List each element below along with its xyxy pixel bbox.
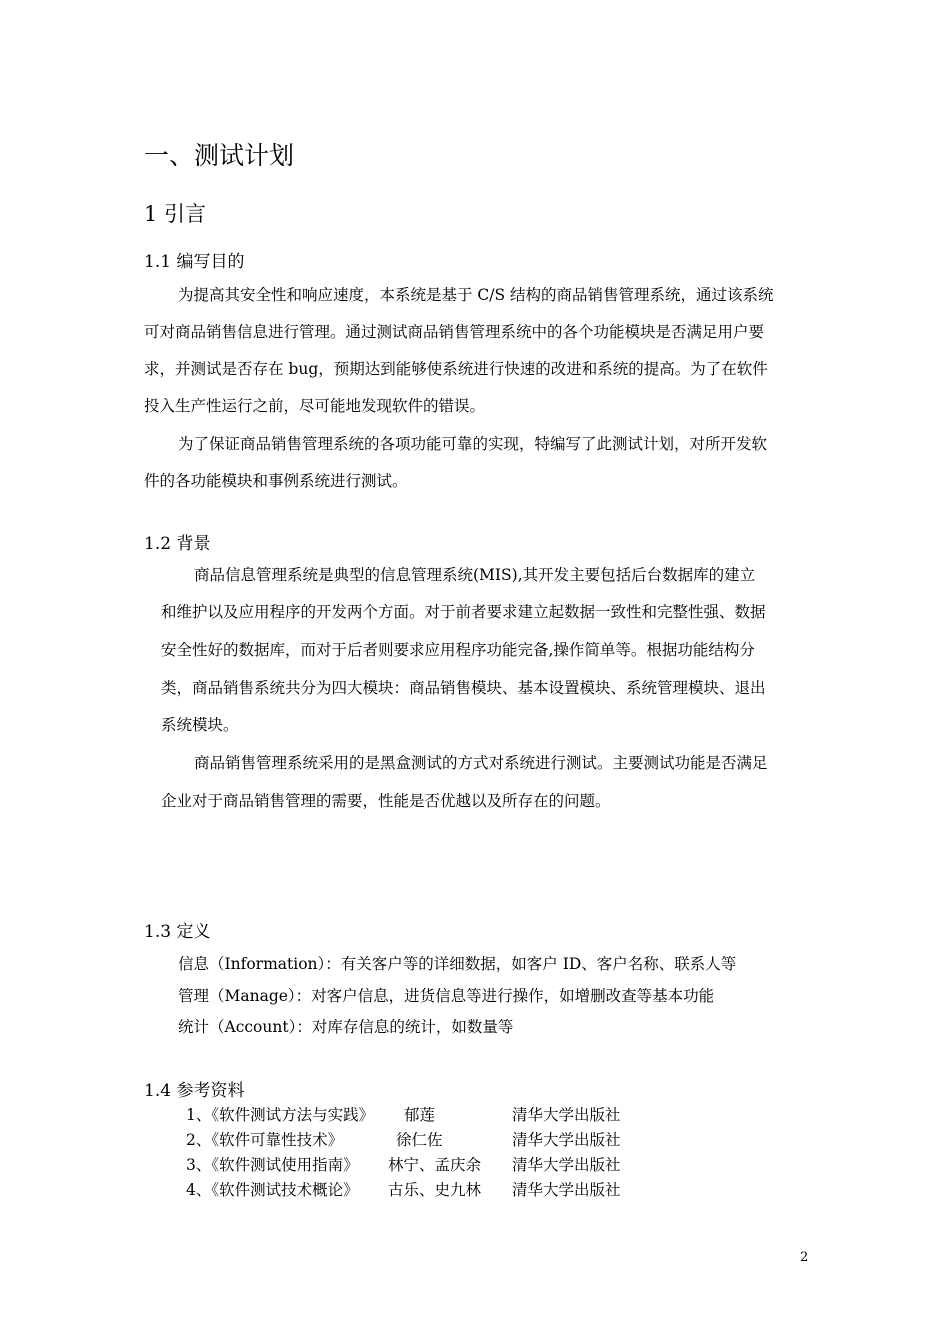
paragraph-line: 为了保证商品销售管理系统的各项功能可靠的实现，特编写了此测试计划，对所开发软 <box>178 435 768 453</box>
reference-title: 3、《软件测试使用指南》 <box>186 1156 359 1174</box>
paragraph-line: 企业对于商品销售管理的需要，性能是否优越以及所存在的问题。 <box>161 792 611 810</box>
reference-item <box>0 1128 950 1152</box>
reference-item <box>0 1103 950 1127</box>
paragraph-line: 商品销售管理系统采用的是黑盒测试的方式对系统进行测试。主要测试功能是否满足 <box>194 754 768 772</box>
reference-author: 徐仁佐 <box>396 1131 443 1149</box>
paragraph-line: 安全性好的数据库，而对于后者则要求应用程序功能完备,操作简单等。根据功能结构分 <box>161 641 755 659</box>
definition-item: 信息（Information）：有关客户等的详细数据，如客户 ID、客户名称、联系人等 <box>178 955 737 973</box>
reference-publisher: 清华大学出版社 <box>512 1106 621 1124</box>
paragraph-line: 商品信息管理系统是典型的信息管理系统(MIS),其开发主要包括后台数据库的建立 <box>194 566 756 584</box>
reference-author: 古乐、史九林 <box>388 1181 482 1199</box>
paragraph-line: 类，商品销售系统共分为四大模块：商品销售模块、基本设置模块、系统管理模块、退出 <box>161 679 766 697</box>
reference-author: 林宁、孟庆余 <box>388 1156 482 1174</box>
paragraph-line: 件的各功能模块和事例系统进行测试。 <box>144 472 408 490</box>
paragraph-line: 可对商品销售信息进行管理。通过测试商品销售管理系统中的各个功能模块是否满足用户要 <box>144 323 765 341</box>
paragraph-line: 为提高其安全性和响应速度，本系统是基于 C/S 结构的商品销售管理系统，通过该系统 <box>178 286 774 304</box>
paragraph-line: 求，并测试是否存在 bug，预期达到能够使系统进行快速的改进和系统的提高。为了在软件 <box>144 360 768 378</box>
page-number: 2 <box>800 1250 809 1265</box>
paragraph-line: 系统模块。 <box>161 716 239 734</box>
reference-publisher: 清华大学出版社 <box>512 1156 621 1174</box>
section-1-4-heading: 1.4 参考资料 <box>144 1081 245 1101</box>
reference-publisher: 清华大学出版社 <box>512 1181 621 1199</box>
reference-title: 2、《软件可靠性技术》 <box>186 1131 344 1149</box>
paragraph-line: 和维护以及应用程序的开发两个方面。对于前者要求建立起数据一致性和完整性强、数据 <box>161 603 766 621</box>
page-title-text: 一、测试计划 <box>144 141 295 170</box>
reference-item <box>0 1153 950 1177</box>
page-title <box>144 136 294 172</box>
definition-item: 管理（Manage）：对客户信息，进货信息等进行操作，如增删改查等基本功能 <box>178 987 715 1005</box>
reference-title: 1、《软件测试方法与实践》 <box>186 1106 375 1124</box>
section-1-3-heading: 1.3 定义 <box>144 922 211 942</box>
reference-title: 4、《软件测试技术概论》 <box>186 1181 359 1199</box>
reference-item <box>0 1178 950 1202</box>
reference-author: 郁莲 <box>404 1106 436 1124</box>
definition-item: 统计（Account）：对库存信息的统计，如数量等 <box>178 1018 514 1036</box>
section-1-heading: 1 引言 <box>144 202 207 226</box>
paragraph-line: 投入生产性运行之前，尽可能地发现软件的错误。 <box>144 397 486 415</box>
reference-publisher: 清华大学出版社 <box>512 1131 621 1149</box>
section-1-2-heading: 1.2 背景 <box>144 534 211 554</box>
section-1-1-heading: 1.1 编写目的 <box>144 252 245 272</box>
